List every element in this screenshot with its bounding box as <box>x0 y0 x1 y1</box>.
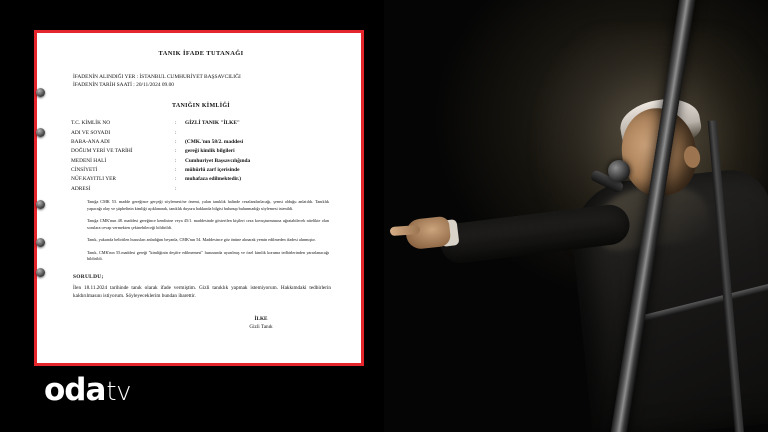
table-row <box>71 128 359 137</box>
identity-value <box>185 184 359 193</box>
document-paragraph: Tanık, CMK'nın 55.maddesi gereği "kimliğinin deşifre edilmemesi" hususunda uyarılmış ve özel kimlik koruma tedbirlerinden yararlanacağı bildirildi. <box>87 249 329 262</box>
identity-separator: : <box>175 176 177 183</box>
document-title: TANIK İFADE TUTANAĞI <box>158 50 244 57</box>
identity-label: T.C. KİMLİK NO <box>71 120 111 127</box>
identity-separator: : <box>175 120 177 127</box>
binder-hole-icon <box>36 268 45 277</box>
identity-separator: : <box>175 185 177 192</box>
identity-value <box>185 128 359 137</box>
document-paragraph: Tanığa CMK 53. madde gereğince gerçeği söylemesi/ne önemi, yalan tanıklık halinde cezalandırılacağı, şemsi olduğu anlatıldı. Tanıklık yapacağı olay ve şüphelinin kimliği açıklanarak, tanıklık duyuru hakkında bilgisi bulunup bulunmadığı söylemesi istenildi. <box>87 199 329 211</box>
binder-hole-icon <box>36 200 45 209</box>
speaker-photo <box>384 0 768 432</box>
table-row <box>71 119 359 128</box>
identity-table <box>71 119 359 193</box>
table-row <box>71 175 359 184</box>
signature-block <box>57 315 345 332</box>
identity-label: ADI VE SOYADI <box>71 129 111 136</box>
odatv-logo <box>44 372 132 408</box>
table-row <box>71 147 359 156</box>
document-section-title: TANIĞIN KİMLİĞİ <box>172 102 230 109</box>
table-row <box>71 137 359 146</box>
identity-label: MEDENİ HALİ <box>71 157 107 164</box>
signature-role: Gizli Tanık <box>249 323 273 330</box>
table-row <box>71 184 359 193</box>
binder-hole-icon <box>36 128 45 137</box>
identity-value: muhafaza edilmektedir.) <box>185 176 242 183</box>
identity-label: DOĞUM YERİ VE TARİHİ <box>71 148 133 155</box>
identity-value: mühürlü zarf içerisinde <box>185 166 240 173</box>
question-label: SORULDU; <box>73 273 104 280</box>
identity-value: gereği kimlik bilgileri <box>185 148 235 155</box>
answer-text: İlen 18.11.2024 tarihinde tanık olarak ifade vermiştim. Gizli tanıklık yapmak istemiyorum. Hakkımdaki tedbirlerin kaldırılmasını istiyorum. Söyleyeceklerim bundan ibarettir. <box>73 284 331 300</box>
identity-value: GİZLİ TANIK "İLKE" <box>185 120 240 127</box>
identity-separator: : <box>175 148 177 155</box>
identity-separator: : <box>175 157 177 164</box>
document-paragraph: Tanığa CMK'nun 48. maddesi gereğince kendisine veya 45/1. maddesinde gösterilen kişileri ceza kovuşturmasına uğratabilecek nitelikte olan sorulara cevap vermekten çekinebileceği bildirildi. <box>87 218 329 230</box>
identity-label: ADRESİ <box>71 185 91 192</box>
logo-text-oda: oda <box>44 372 106 408</box>
identity-label: NÜF.KAYITLI YER <box>71 176 116 183</box>
document-page <box>37 33 361 363</box>
table-row <box>71 156 359 165</box>
identity-value: (CMK.'nın 58/2. maddesi <box>185 139 244 146</box>
table-row <box>71 165 359 174</box>
identity-label: BABA-ANA ADI <box>71 139 110 146</box>
signature-name: İLKE <box>254 315 268 322</box>
identity-separator: : <box>175 166 177 173</box>
document-meta-line-2: İFADENİN TARİH SAATİ : 20/11/2024 09.00 <box>73 82 174 89</box>
document-paragraph: Tanık, yukarıda belirtilen hususları anladığını beyanla, CMK'nın 54. Maddesince göz önüne alınarak yemin edilmeden ifadesi alınmıştır. <box>87 237 316 243</box>
identity-label: CİNSİYETİ <box>71 166 98 173</box>
microphone-icon <box>608 160 630 182</box>
document-image <box>34 30 364 366</box>
binder-hole-icon <box>36 238 45 247</box>
logo-text-tv: tv <box>106 377 132 407</box>
binder-hole-icon <box>36 88 45 97</box>
document-meta-line-1: İFADENİN ALINDIĞI YER : İSTANBUL CUMHURİYET BAŞSAVCILIĞI <box>73 73 241 80</box>
identity-separator: : <box>175 129 177 136</box>
identity-separator: : <box>175 139 177 146</box>
identity-value: Cumhuriyet Başsavcılığında <box>185 157 251 164</box>
speaker-figure <box>384 0 768 432</box>
